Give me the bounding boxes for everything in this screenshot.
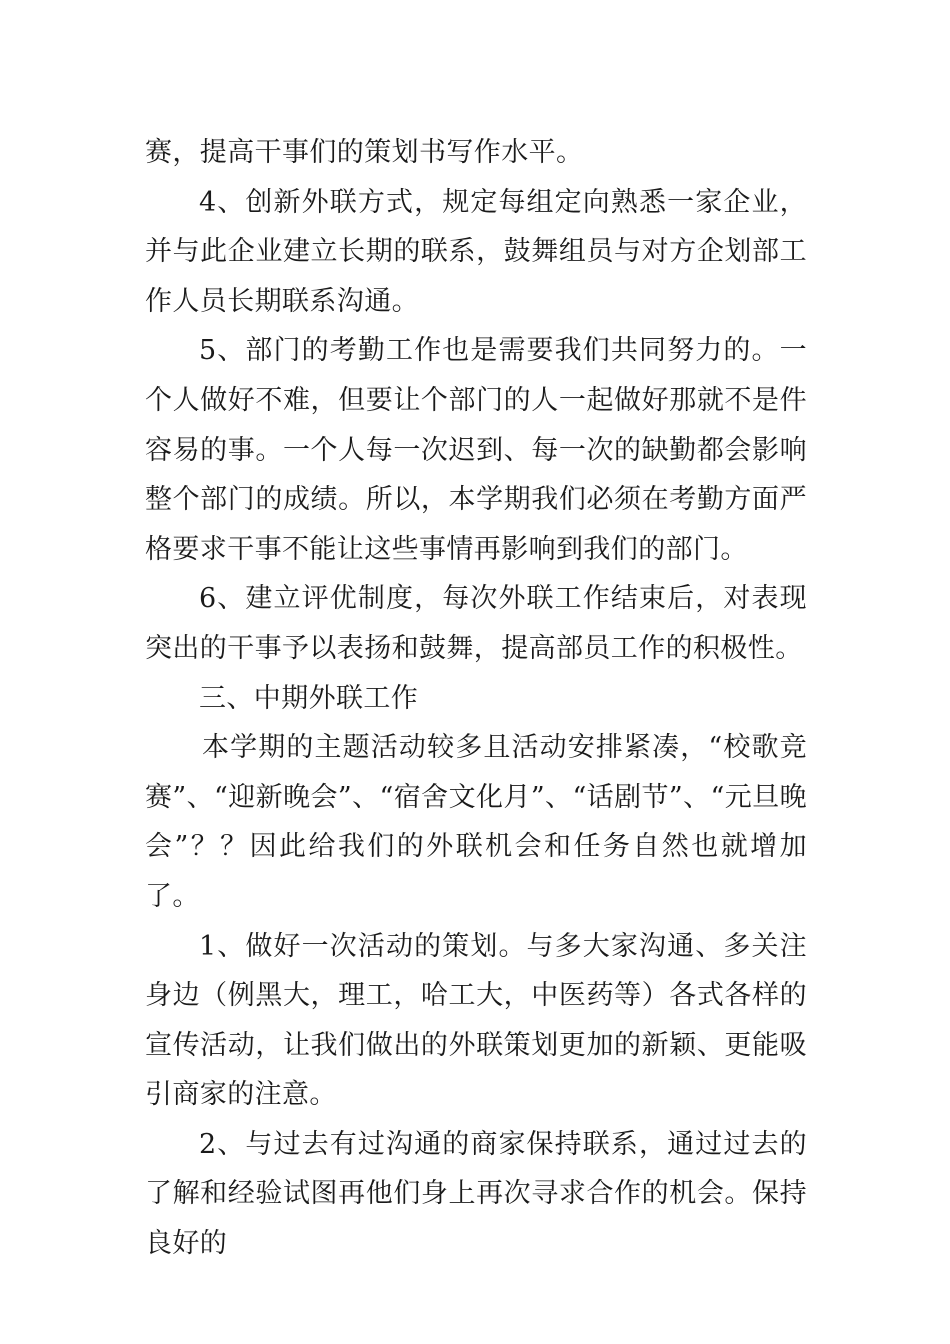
section-heading: 三、中期外联工作 <box>199 682 419 714</box>
paragraph-item-5: 5、部门的考勤工作也是需要我们共同努力的。一个人做好不难，但要让个部门的人一起做好那就不是件容易的事。一个人每一次迟到、每一次的缺勤都会影响整个部门的成绩。所以，本学期我们必须在考勤方面严格要求干事不能让这些事情再影响到我们的部门。 <box>145 335 807 565</box>
paragraph-intro: 本学期的主题活动较多且活动安排紧凑，“校歌竞赛”、“迎新晚会”、“宿舍文化月”、“话剧节”、“元旦晚会”？？因此给我们的外联机会和任务自然也就增加了。 <box>145 732 807 912</box>
paragraph-item-6: 6、建立评优制度，每次外联工作结束后，对表现突出的干事予以表扬和鼓舞，提高部员工作的积极性。 <box>145 583 807 664</box>
paragraph-item-1: 1、做好一次活动的策划。与多大家沟通、多关注身边（例黑大，理工，哈工大，中医药等）各式各样的宣传活动，让我们做出的外联策划更加的新颖、更能吸引商家的注意。 <box>145 930 807 1111</box>
paragraph-continuation: 赛，提高干事们的策划书写作水平。 <box>145 137 584 168</box>
paragraph-item-2: 2、与过去有过沟通的商家保持联系，通过过去的了解和经验试图再他们身上再次寻求合作的机会。保持良好的 <box>145 1128 807 1260</box>
document-body <box>145 128 807 1269</box>
paragraph-item-4: 4、创新外联方式，规定每组定向熟悉一家企业，并与此企业建立长期的联系，鼓舞组员与对方企划部工作人员长期联系沟通。 <box>145 186 807 317</box>
